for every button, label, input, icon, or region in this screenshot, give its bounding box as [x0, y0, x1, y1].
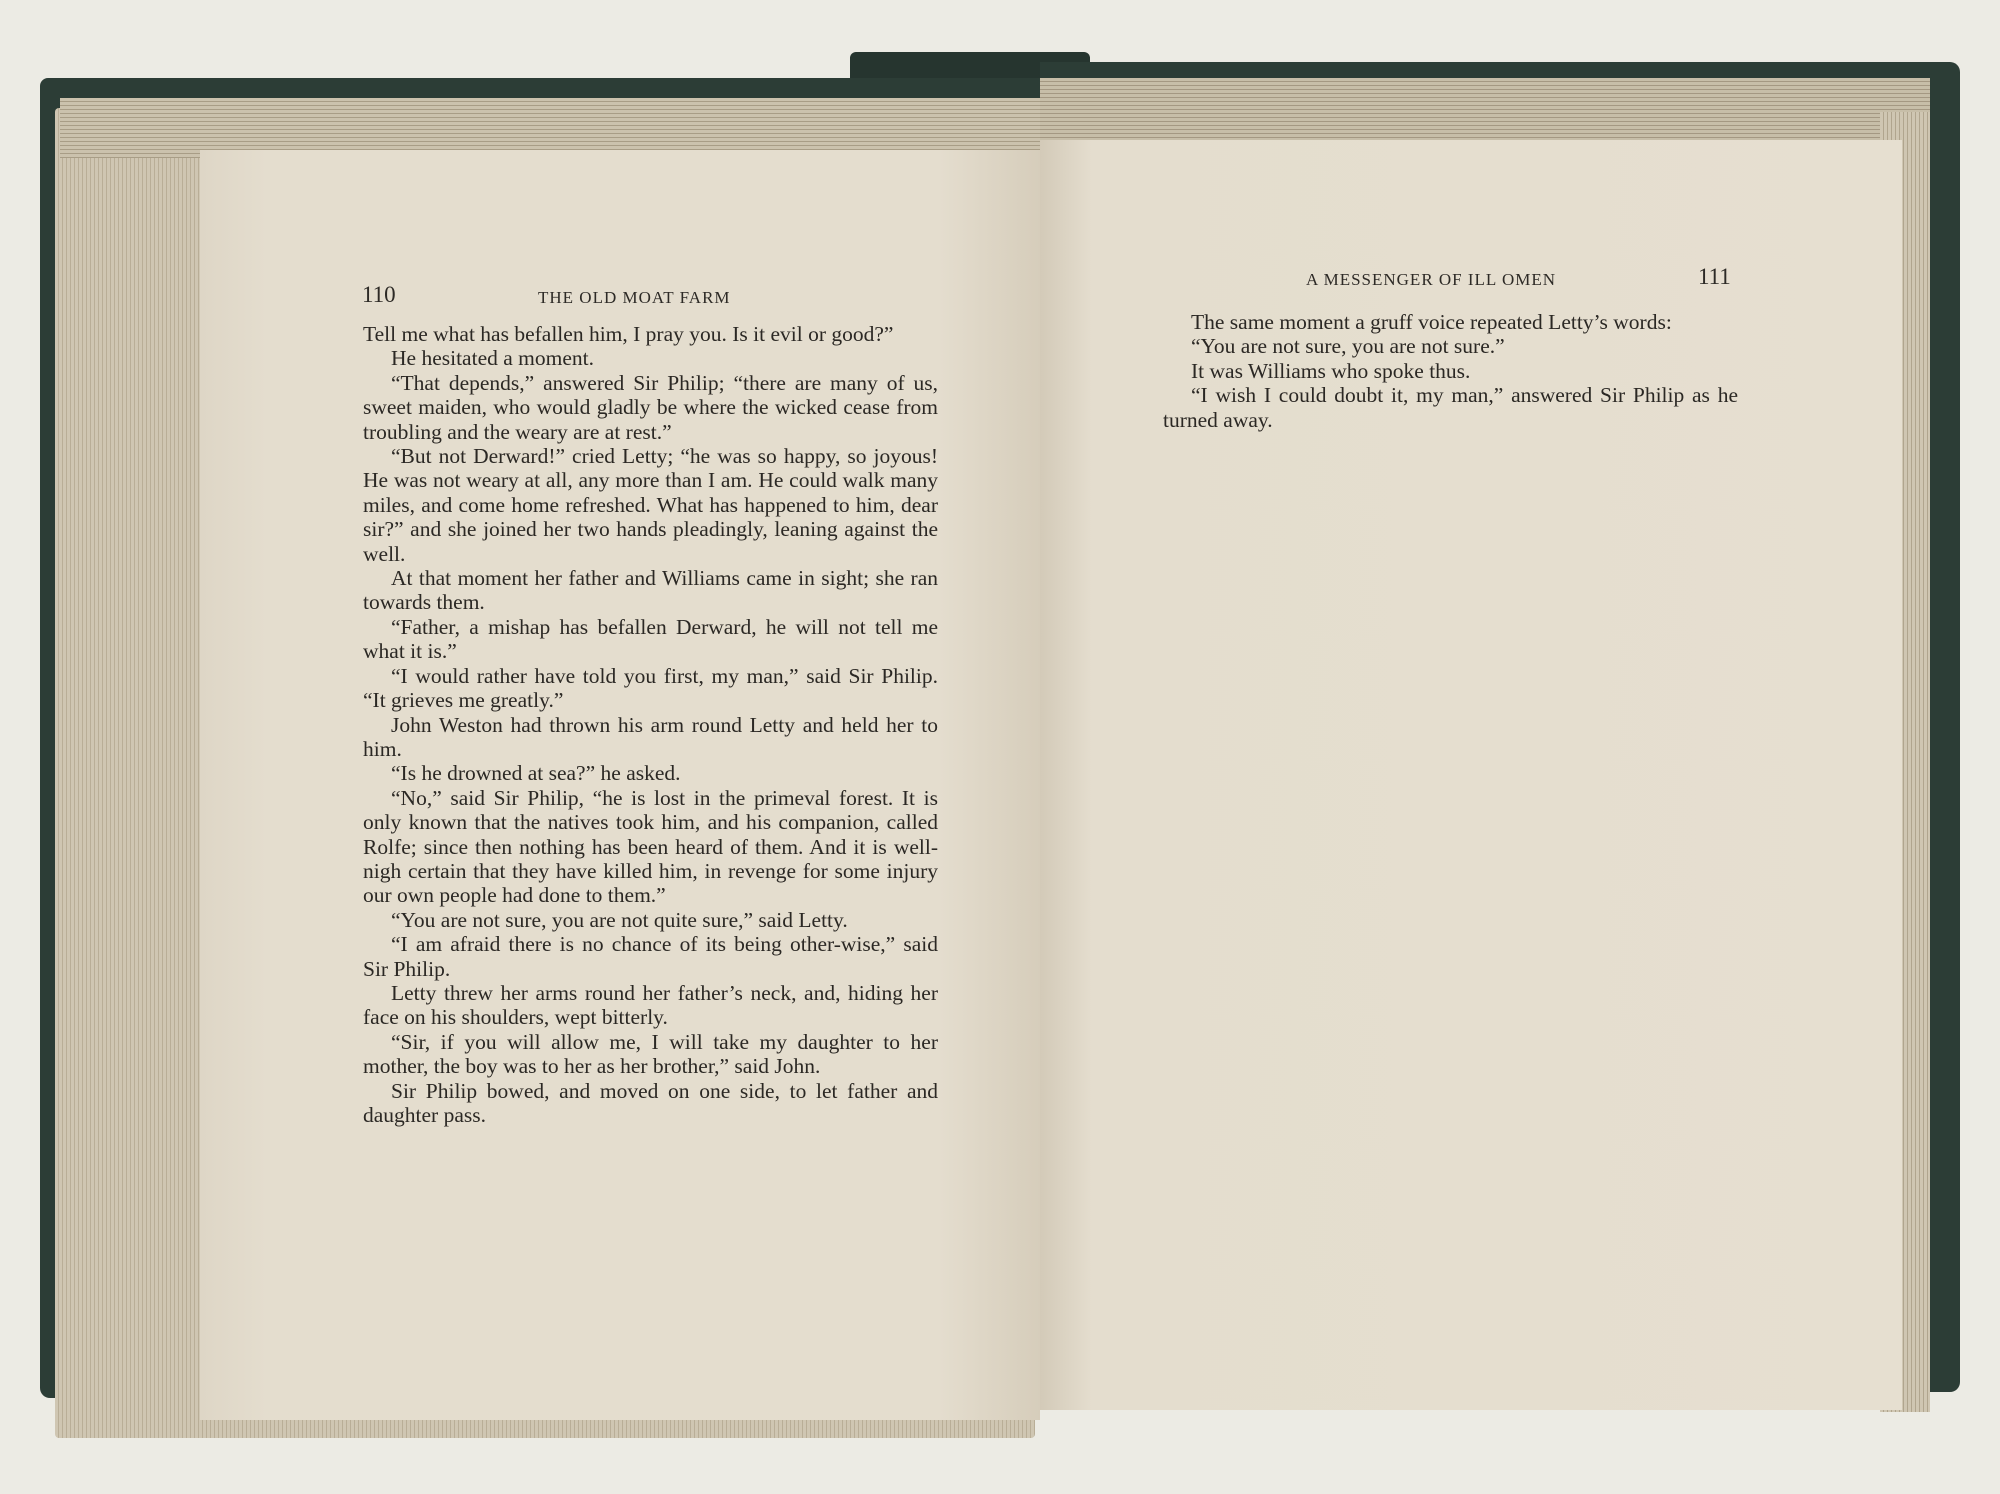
- left-page-number: 110: [362, 282, 396, 307]
- paragraph: “No,” said Sir Philip, “he is lost in the primeval forest. It is only known that the natives took him, and his companion, called Rolfe; since then nothing has been heard of them. And it is well-nigh certain that they have killed him, in revenge for some injury our own people had done to them.”: [363, 785, 938, 908]
- paragraph: Tell me what has befallen him, I pray you. Is it evil or good?”: [363, 322, 894, 346]
- paragraph: “But not Derward!” cried Letty; “he was so happy, so joyous! He was not weary at all, any more than I am. He could walk many miles, and come home refreshed. What has happened to him, dear sir?” and she joined her two hands pleadingly, leaning against the well.: [363, 444, 938, 566]
- paragraph: It was Williams who spoke thus.: [1191, 358, 1471, 383]
- paragraph: “You are not sure, you are not sure.”: [1191, 334, 1505, 359]
- right-running-head: A MESSENGER OF ILL OMEN: [1306, 270, 1556, 289]
- right-page-text: [1163, 310, 1738, 432]
- paragraph: At that moment her father and Williams came in sight; she ran towards them.: [363, 566, 938, 615]
- paragraph: He hesitated a moment.: [391, 346, 594, 371]
- right-page-number: 111: [1698, 264, 1731, 289]
- paragraph: “I would rather have told you first, my man,” said Sir Philip. “It grieves me greatly.”: [363, 663, 938, 713]
- paragraph: “Sir, if you will allow me, I will take my daughter to her mother, the boy was to her as her brother,” said John.: [363, 1029, 938, 1079]
- paragraph: “Father, a mishap has befallen Derward, he will not tell me what it is.”: [363, 614, 938, 664]
- right-page: [1040, 140, 1902, 1410]
- left-page: [200, 150, 1040, 1420]
- left-running-head: THE OLD MOAT FARM: [538, 288, 731, 307]
- paragraph: “I am afraid there is no chance of its being other-wise,” said Sir Philip.: [363, 932, 938, 981]
- page-edges-top-left: [60, 98, 1040, 158]
- paragraph: The same moment a gruff voice repeated Letty’s words:: [1191, 310, 1672, 334]
- paragraph: “I wish I could doubt it, my man,” answered Sir Philip as he turned away.: [1163, 383, 1738, 432]
- paragraph: “That depends,” answered Sir Philip; “there are many of us, sweet maiden, who would gladly be where the wicked cease from troubling and the weary are at rest.”: [363, 370, 938, 444]
- paragraph: “Is he drowned at sea?” he asked.: [391, 761, 681, 786]
- paragraph: Letty threw her arms round her father’s neck, and, hiding her face on his shoulders, wept bitterly.: [363, 980, 938, 1030]
- paragraph: “You are not sure, you are not quite sure,” said Letty.: [391, 907, 848, 932]
- left-page-text: [363, 322, 938, 1127]
- paragraph: Sir Philip bowed, and moved on one side, to let father and daughter pass.: [363, 1078, 938, 1127]
- paragraph: John Weston had thrown his arm round Letty and held her to him.: [363, 712, 938, 761]
